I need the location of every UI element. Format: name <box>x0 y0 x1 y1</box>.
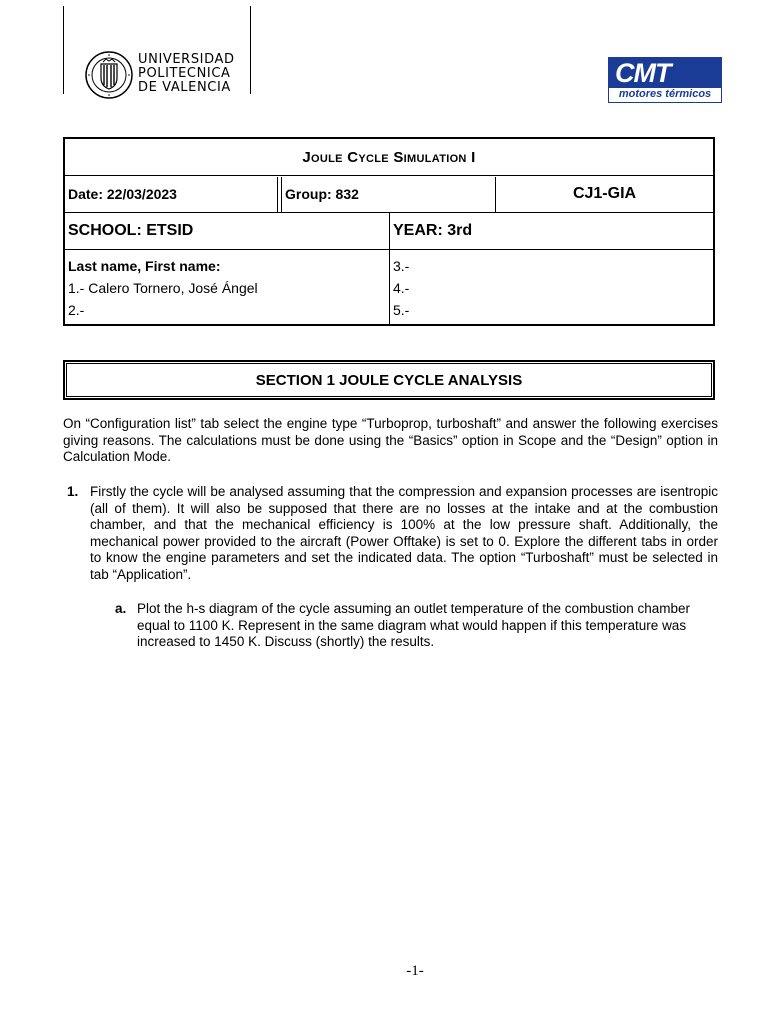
page-number: -1- <box>406 963 424 979</box>
course-code: CJ1-GIA <box>572 185 637 202</box>
group-cell <box>282 177 496 212</box>
item-1-text: Firstly the cycle will be analysed assuming that the compression and expansion processes are isentropic (all of them). It will also be supposed that there are no losses at the intake and at the combustion chamber, and that the mechanical efficiency is 100% at the low pressure shaft. Additionally, the mechanical power provided to the aircraft (Power Offtake) is set to 0. Explore the different tabs in order to know the engine parameters and set the indicated data. The option “Turboshaft” must be selected in tab “Application”. <box>90 484 718 582</box>
cmt-logo-subtitle: motores térmicos <box>618 88 712 100</box>
cmt-logo <box>608 57 722 103</box>
section-title: SECTION 1 JOULE CYCLE ANALYSIS <box>255 372 523 389</box>
university-line: POLITECNICA <box>138 66 231 81</box>
names-left-cell <box>65 250 390 324</box>
item-1a-letter: a. <box>115 601 127 616</box>
item-1-number: 1. <box>67 484 79 499</box>
year-cell <box>390 213 713 249</box>
student-name-1: 1.- Calero Tornero, José Ángel <box>68 280 258 296</box>
code-cell <box>496 177 713 212</box>
student-name-3: 3.- <box>393 258 410 274</box>
student-name-2: 2.- <box>68 302 85 318</box>
year-field: YEAR: 3rd <box>393 222 473 239</box>
form-title-cell <box>65 139 713 176</box>
university-line: DE VALENCIA <box>138 80 231 95</box>
university-name <box>138 53 235 95</box>
school-cell <box>65 213 390 249</box>
group-field: Group: 832 <box>285 186 359 202</box>
date-field: Date: 22/03/2023 <box>68 186 177 202</box>
university-line: UNIVERSIDAD <box>138 52 235 67</box>
student-name-5: 5.- <box>393 302 410 318</box>
cmt-logo-band <box>609 58 721 88</box>
date-cell <box>65 177 278 212</box>
header-right-rule <box>250 6 251 94</box>
form-title: Joule Cycle Simulation I <box>302 149 476 166</box>
names-label: Last name, First name: <box>68 258 221 274</box>
upv-seal-icon <box>84 50 134 100</box>
cmt-logo-letters: CMT <box>615 58 671 88</box>
intro-paragraph: On “Configuration list” tab select the engine type “Turboprop, turboshaft” and answer the following exercises giving reasons. The calculations must be done using the “Basics” option in Scope and the “Design” option in Calculation Mode. <box>63 416 718 464</box>
names-right-cell <box>390 250 713 324</box>
header-left-rule <box>63 6 64 94</box>
section-header-box <box>63 360 715 400</box>
school-field: SCHOOL: ETSID <box>68 222 194 239</box>
student-name-4: 4.- <box>393 280 410 296</box>
item-1a-text: Plot the h-s diagram of the cycle assuming an outlet temperature of the combustion chamber equal to 1100 K. Represent in the same diagram what would happen if this temperature was increased to 1450 K. Discuss (shortly) the results. <box>137 601 691 649</box>
